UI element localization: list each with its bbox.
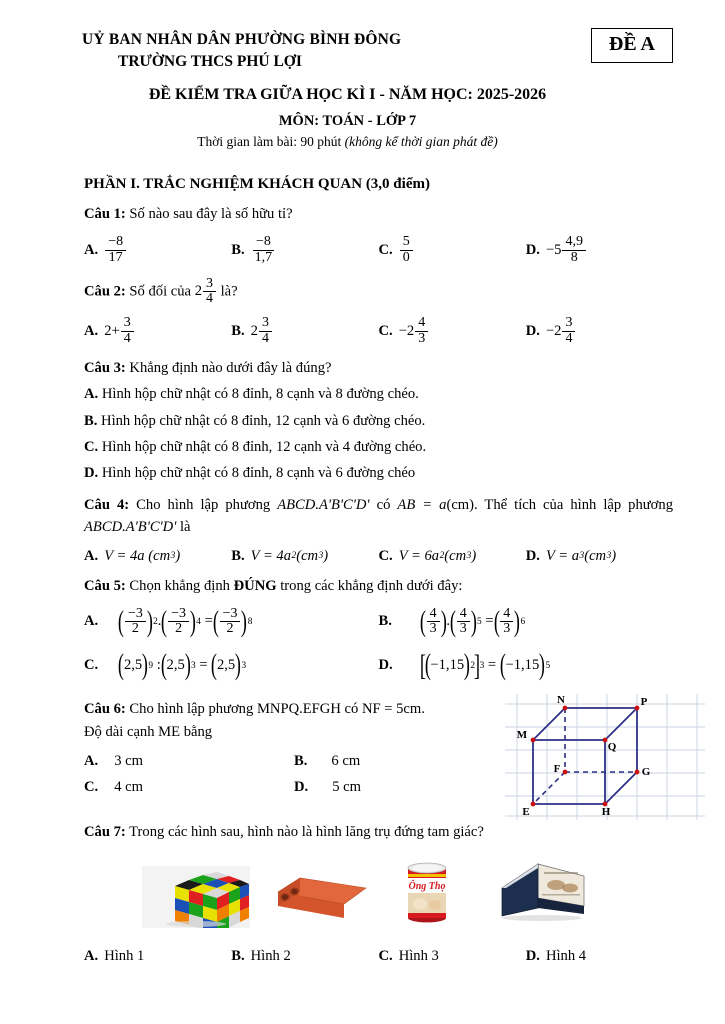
question-1-stem: [84, 204, 673, 226]
fraction: [562, 316, 575, 346]
unit-cm: (cm): [446, 497, 475, 514]
mixed-number: [104, 316, 135, 346]
equals-sign: =: [481, 613, 494, 630]
numerator: 3: [121, 316, 134, 332]
question-5-option-b[interactable]: [379, 607, 674, 637]
desk-calendar-image: [480, 858, 592, 928]
numerator: 4: [415, 316, 428, 332]
denominator: 3: [459, 621, 467, 637]
authority-line-2: TRƯỜNG THCS PHÚ LỢI: [118, 52, 302, 70]
question-2-option-a[interactable]: [84, 316, 231, 346]
option-key: C.: [84, 438, 99, 455]
question-1-options: [84, 235, 673, 265]
whole-part: −5: [545, 241, 562, 258]
duration-plain: Thời gian làm bài: 90 phút: [197, 134, 345, 150]
numerator: 3: [203, 277, 216, 293]
formula: V = 4a: [250, 547, 292, 564]
denominator: 2: [175, 621, 183, 637]
fraction: [427, 607, 440, 637]
part-1-title: PHẦN I. TRẮC NGHIỆM KHÁCH QUAN (3,0 điểm): [84, 176, 430, 193]
question-1-option-d[interactable]: [526, 235, 673, 265]
question-1-text: Số nào sau đây là số hữu tỉ?: [125, 206, 293, 223]
paren-close: ): [142, 649, 149, 682]
exam-body: [0, 176, 725, 965]
option-text: 4 cm: [114, 779, 143, 796]
fraction: [105, 235, 126, 265]
option-text: Hình 3: [398, 948, 439, 965]
base: −1,15: [430, 657, 465, 674]
power-expression: [ ( −1,15 ) 2 ] 3 = ( −1,15 ) 5: [419, 649, 551, 683]
question-5-options-row-1: [84, 607, 673, 637]
question-2-text-b: là?: [216, 282, 238, 299]
denominator: 4: [205, 291, 213, 307]
question-3-option-a[interactable]: [84, 383, 673, 405]
question-5-emphasis: ĐÚNG: [233, 577, 277, 594]
bracket-close: ]: [473, 649, 481, 683]
option-text: Hình hộp chữ nhật có 8 đỉnh, 12 cạnh và 6 đường chéo.: [97, 412, 426, 429]
option-key: D.: [525, 322, 540, 339]
option-text: Hình 1: [104, 948, 145, 965]
paren-open: (: [419, 605, 426, 638]
denominator: 4: [565, 330, 573, 346]
vertex-E: [531, 802, 536, 807]
formula: V = a: [545, 547, 580, 564]
fraction: [220, 607, 241, 637]
option-text: Hình 4: [545, 948, 587, 965]
svg-text:Ông Thọ: Ông Thọ: [408, 881, 445, 893]
option-key: D.: [525, 241, 540, 258]
brick-image: [266, 866, 374, 928]
option-key: A.: [84, 753, 99, 770]
edge-equation: AB = a: [397, 497, 447, 514]
question-7-text: Trong các hình sau, hình nào là hình lăng trụ đứng tam giác?: [125, 824, 484, 841]
fraction: [500, 607, 513, 637]
question-3-label: Câu 3:: [84, 359, 126, 376]
fraction: [259, 316, 272, 346]
mixed-number: [195, 277, 217, 307]
mixed-number: [546, 316, 577, 346]
option-key: D.: [84, 464, 99, 481]
unit-open: (cm: [584, 547, 607, 564]
solid-name-2: ABCD.A'B'C'D': [84, 518, 177, 535]
fraction: [400, 235, 413, 265]
question-4-stem: [84, 495, 673, 539]
unit-close: ): [323, 547, 329, 564]
option-key: A.: [84, 386, 99, 403]
label-E: E: [522, 806, 530, 818]
question-7-figure-strip: [84, 856, 673, 928]
option-key: B.: [84, 412, 98, 429]
paren-close: ): [184, 649, 191, 682]
question-6-stem-line2: Độ dài cạnh ME bằng: [84, 724, 213, 741]
base: 2,5: [166, 657, 185, 674]
question-3-stem: [84, 358, 673, 380]
option-key: D.: [294, 779, 309, 796]
question-2-stem: [84, 277, 673, 307]
question-4-option-d[interactable]: D. V = a 3 (cm 3 ): [525, 547, 617, 564]
question-7-option-a[interactable]: [84, 948, 231, 965]
question-5-stem: [84, 576, 673, 598]
label-P: P: [640, 696, 648, 708]
option-key: C.: [378, 322, 393, 339]
question-7-option-b[interactable]: [231, 948, 378, 965]
option-key: A.: [84, 322, 99, 339]
question-5-text-a: Chọn khẳng định: [125, 577, 234, 594]
option-key: A.: [84, 613, 99, 630]
option-key: B.: [231, 547, 245, 564]
option-key: C.: [378, 948, 393, 965]
question-2-option-c[interactable]: [379, 316, 526, 346]
option-text: 5 cm: [332, 779, 361, 796]
option-key: D.: [525, 547, 540, 564]
question-4-options: [84, 548, 673, 565]
denominator: 3: [418, 330, 426, 346]
option-key: A.: [84, 241, 99, 258]
question-4-label: Câu 4:: [84, 497, 130, 514]
paren-open: (: [118, 605, 125, 638]
question-3-option-c[interactable]: [84, 436, 673, 458]
paren-open: (: [211, 649, 218, 682]
question-6-text-b: có NF = 5cm.: [340, 700, 425, 717]
vertex-Q: [603, 738, 608, 743]
question-6-options-row-2: [84, 779, 504, 796]
paren-close: ): [514, 605, 521, 638]
fraction: [125, 607, 146, 637]
solid-name-1: ABCD.A'B'C'D': [277, 497, 370, 514]
vertex-P: [635, 706, 640, 711]
question-5-option-c[interactable]: [84, 649, 379, 682]
equals-sign: =: [195, 657, 212, 674]
question-4-option-c[interactable]: C. V = 6a 2 (cm 3 ): [378, 547, 477, 564]
numerator: −3: [220, 607, 241, 623]
question-2-text-a: Số đối của: [125, 282, 195, 299]
unit-open: (cm: [148, 547, 171, 564]
option-text: Hình hộp chữ nhật có 8 đỉnh, 8 cạnh và 6 đường chéo: [98, 464, 416, 481]
paren-close: ): [241, 605, 248, 638]
cube-diagram: [505, 694, 705, 820]
formula: V = 6a: [398, 547, 440, 564]
question-6-option-c[interactable]: [84, 779, 294, 796]
base: 2,5: [123, 657, 143, 674]
base: −1,15: [505, 657, 540, 674]
denominator: 4: [261, 330, 269, 346]
mixed-number: [399, 316, 430, 346]
power-expression: ( $\frac{4}{3}$ ) . ( $\frac{4}{3}$ ) 5 = ( $\frac{4}{3}$ ) 6: [419, 605, 526, 638]
vertex-G: [635, 770, 640, 775]
question-4-text-a: Cho hình lập phương: [129, 497, 278, 514]
question-3-option-d[interactable]: [84, 462, 673, 484]
paren-open: (: [424, 649, 431, 682]
multiply-dot: .: [157, 613, 162, 630]
figure-3-cell: [390, 856, 464, 928]
question-6-option-a[interactable]: [84, 753, 294, 770]
multiply-dot: .: [446, 613, 451, 630]
question-4-option-b[interactable]: B. V = 4a 2 (cm 3 ): [231, 547, 329, 564]
option-key: C.: [378, 241, 393, 258]
unit-close: ): [471, 547, 477, 564]
option-key: D.: [525, 948, 540, 965]
question-2-label: Câu 2:: [84, 282, 126, 299]
question-1-option-c[interactable]: [379, 235, 526, 265]
power-expression: ( 2,5 ) 9 : ( 2,5 ) 3 = ( 2,5 ) 3: [118, 649, 247, 682]
numerator: 5: [400, 235, 413, 251]
paren-close: ): [539, 649, 546, 682]
numerator: −8: [105, 235, 126, 251]
visible-edges: [533, 708, 637, 804]
question-5-options-row-2: [84, 649, 673, 683]
question-1-option-b[interactable]: [231, 235, 378, 265]
denominator: 2: [226, 621, 234, 637]
paren-open: (: [160, 649, 167, 682]
numerator: 3: [562, 316, 575, 332]
milk-can-image: [390, 856, 464, 928]
solid-name: MNPQ.EFGH: [256, 700, 341, 717]
vertex-N: [563, 706, 568, 711]
mixed-number: [251, 316, 273, 346]
option-key: C.: [378, 547, 393, 564]
paren-close: ): [146, 605, 153, 638]
numerator: 4,9: [562, 235, 586, 251]
numerator: −3: [168, 607, 189, 623]
denominator: 17: [108, 249, 123, 265]
denominator: 8: [570, 249, 578, 265]
whole-part: 2: [194, 282, 202, 299]
question-2-options: [84, 316, 673, 346]
bracket-open: [: [419, 649, 426, 683]
option-key: B.: [231, 322, 245, 339]
question-7-label: Câu 7:: [84, 824, 126, 841]
option-text: 3 cm: [114, 753, 143, 770]
question-4-text-d: là: [176, 518, 191, 535]
paren-open: (: [493, 605, 500, 638]
paren-close: ): [470, 605, 477, 638]
unit-close: ): [175, 547, 181, 564]
question-6-text-a: Cho hình lập phương: [125, 700, 257, 717]
denominator: 1,7: [254, 249, 273, 265]
question-6-stem: [84, 699, 504, 721]
option-text: Hình 2: [250, 948, 291, 965]
vertex-M: [531, 738, 536, 743]
question-7-option-d[interactable]: [526, 948, 673, 965]
page-header: [0, 0, 725, 150]
numerator: 4: [500, 607, 513, 623]
duration-note: (không kể thời gian phát đề): [344, 134, 498, 150]
unit-open: (cm: [444, 547, 467, 564]
mixed-number: [546, 235, 587, 265]
unit-open: (cm: [296, 547, 319, 564]
option-key: C.: [84, 779, 99, 796]
question-6-option-b[interactable]: [294, 753, 504, 770]
numerator: 4: [427, 607, 440, 623]
question-7-stem: [84, 822, 673, 844]
fraction: [168, 607, 189, 637]
paren-open: (: [449, 605, 456, 638]
exam-title: ĐỀ KIỂM TRA GIỮA HỌC KÌ I - NĂM HỌC: 2025-2026: [148, 86, 547, 104]
divide-sign: :: [153, 657, 161, 674]
paren-close: ): [464, 649, 471, 682]
rubiks-cube-image: [142, 866, 250, 928]
question-6-label: Câu 6:: [84, 700, 126, 717]
fraction: [415, 316, 428, 346]
figure-2-cell: [266, 866, 374, 928]
formula: V = 4a: [104, 547, 145, 564]
option-key: B.: [231, 948, 245, 965]
paren-open: (: [212, 605, 219, 638]
question-4-text-b: có: [369, 497, 398, 514]
figure-4-cell: [480, 858, 592, 928]
question-4-option-a[interactable]: A. V = 4a (cm 3 ): [84, 547, 181, 564]
fraction: [203, 277, 216, 307]
denominator: 2: [131, 621, 139, 637]
paren-open: (: [118, 649, 125, 682]
question-6-figure: [505, 694, 705, 820]
whole-part: −2: [545, 322, 562, 339]
question-7-option-c[interactable]: [379, 948, 526, 965]
option-text: Hình hộp chữ nhật có 8 đỉnh, 8 cạnh và 8 đường chéo.: [98, 386, 419, 403]
vertex-F: [563, 770, 568, 775]
numerator: 4: [457, 607, 470, 623]
whole-part: 2+: [104, 322, 120, 339]
question-2-option-d[interactable]: [526, 316, 673, 346]
numerator: −3: [125, 607, 146, 623]
question-5-option-d[interactable]: [378, 649, 674, 683]
option-key: D.: [378, 657, 393, 674]
exam-duration: [0, 134, 725, 150]
paren-open: (: [161, 605, 168, 638]
option-text: 6 cm: [331, 753, 361, 770]
label-H: H: [601, 806, 611, 818]
question-3-text: Khẳng định nào dưới đây là đúng?: [125, 359, 332, 376]
exam-code-badge: ĐỀ A: [591, 28, 673, 63]
equals-sign: =: [484, 657, 500, 674]
equals-sign: =: [200, 613, 213, 630]
whole-part: 2: [250, 322, 258, 339]
question-4-text-c: . Thể tích của hình lập phương: [474, 497, 673, 514]
whole-part: −2: [398, 322, 415, 339]
option-text: Hình hộp chữ nhật có 8 đỉnh, 12 cạnh và 4 đường chéo.: [98, 438, 427, 455]
option-key: C.: [84, 657, 99, 674]
figure-1-cell: [142, 866, 250, 928]
fraction: [252, 235, 276, 265]
question-3-option-b[interactable]: [84, 410, 673, 432]
label-M: M: [516, 729, 528, 741]
label-N: N: [557, 694, 565, 706]
option-key: B.: [378, 613, 392, 630]
numerator: 3: [259, 316, 272, 332]
question-2-option-b[interactable]: [231, 316, 378, 346]
question-1-label: Câu 1:: [84, 206, 126, 223]
question-1-option-a[interactable]: [84, 235, 231, 265]
denominator: 3: [429, 621, 437, 637]
question-5-text-b: trong các khẳng định dưới đây:: [276, 577, 463, 594]
label-F: F: [553, 763, 561, 775]
question-6-options-row-1: [84, 753, 504, 770]
paren-open: (: [499, 649, 506, 682]
power-expression: ( $\frac{-3}{2}$ ) 2 . ( $\frac{-3}{2}$ ) 4 = ( $\frac{-3}{2}$ ) 8: [118, 605, 253, 638]
fraction: [457, 607, 470, 637]
denominator: 3: [503, 621, 511, 637]
base: 2,5: [216, 657, 236, 674]
option-key: B.: [294, 753, 308, 770]
question-5-label: Câu 5:: [84, 577, 126, 594]
option-key: A.: [84, 948, 99, 965]
authority-line-1: UỶ BAN NHÂN DÂN PHƯỜNG BÌNH ĐÔNG: [82, 31, 402, 48]
numerator: −8: [253, 235, 274, 251]
denominator: 0: [402, 249, 410, 265]
question-6-option-d[interactable]: [294, 779, 504, 796]
option-key: B.: [231, 241, 245, 258]
fraction: [121, 316, 134, 346]
question-5-option-a[interactable]: [84, 607, 379, 637]
label-Q: Q: [607, 741, 617, 753]
paren-close: ): [189, 605, 196, 638]
unit-close: ): [611, 547, 617, 564]
question-7-options: [84, 948, 673, 965]
paren-close: ): [235, 649, 242, 682]
exam-subject: MÔN: TOÁN - LỚP 7: [278, 113, 417, 130]
option-key: A.: [84, 547, 99, 564]
fraction: [562, 235, 586, 265]
label-G: G: [641, 766, 651, 778]
paren-close: ): [440, 605, 447, 638]
denominator: 4: [123, 330, 131, 346]
